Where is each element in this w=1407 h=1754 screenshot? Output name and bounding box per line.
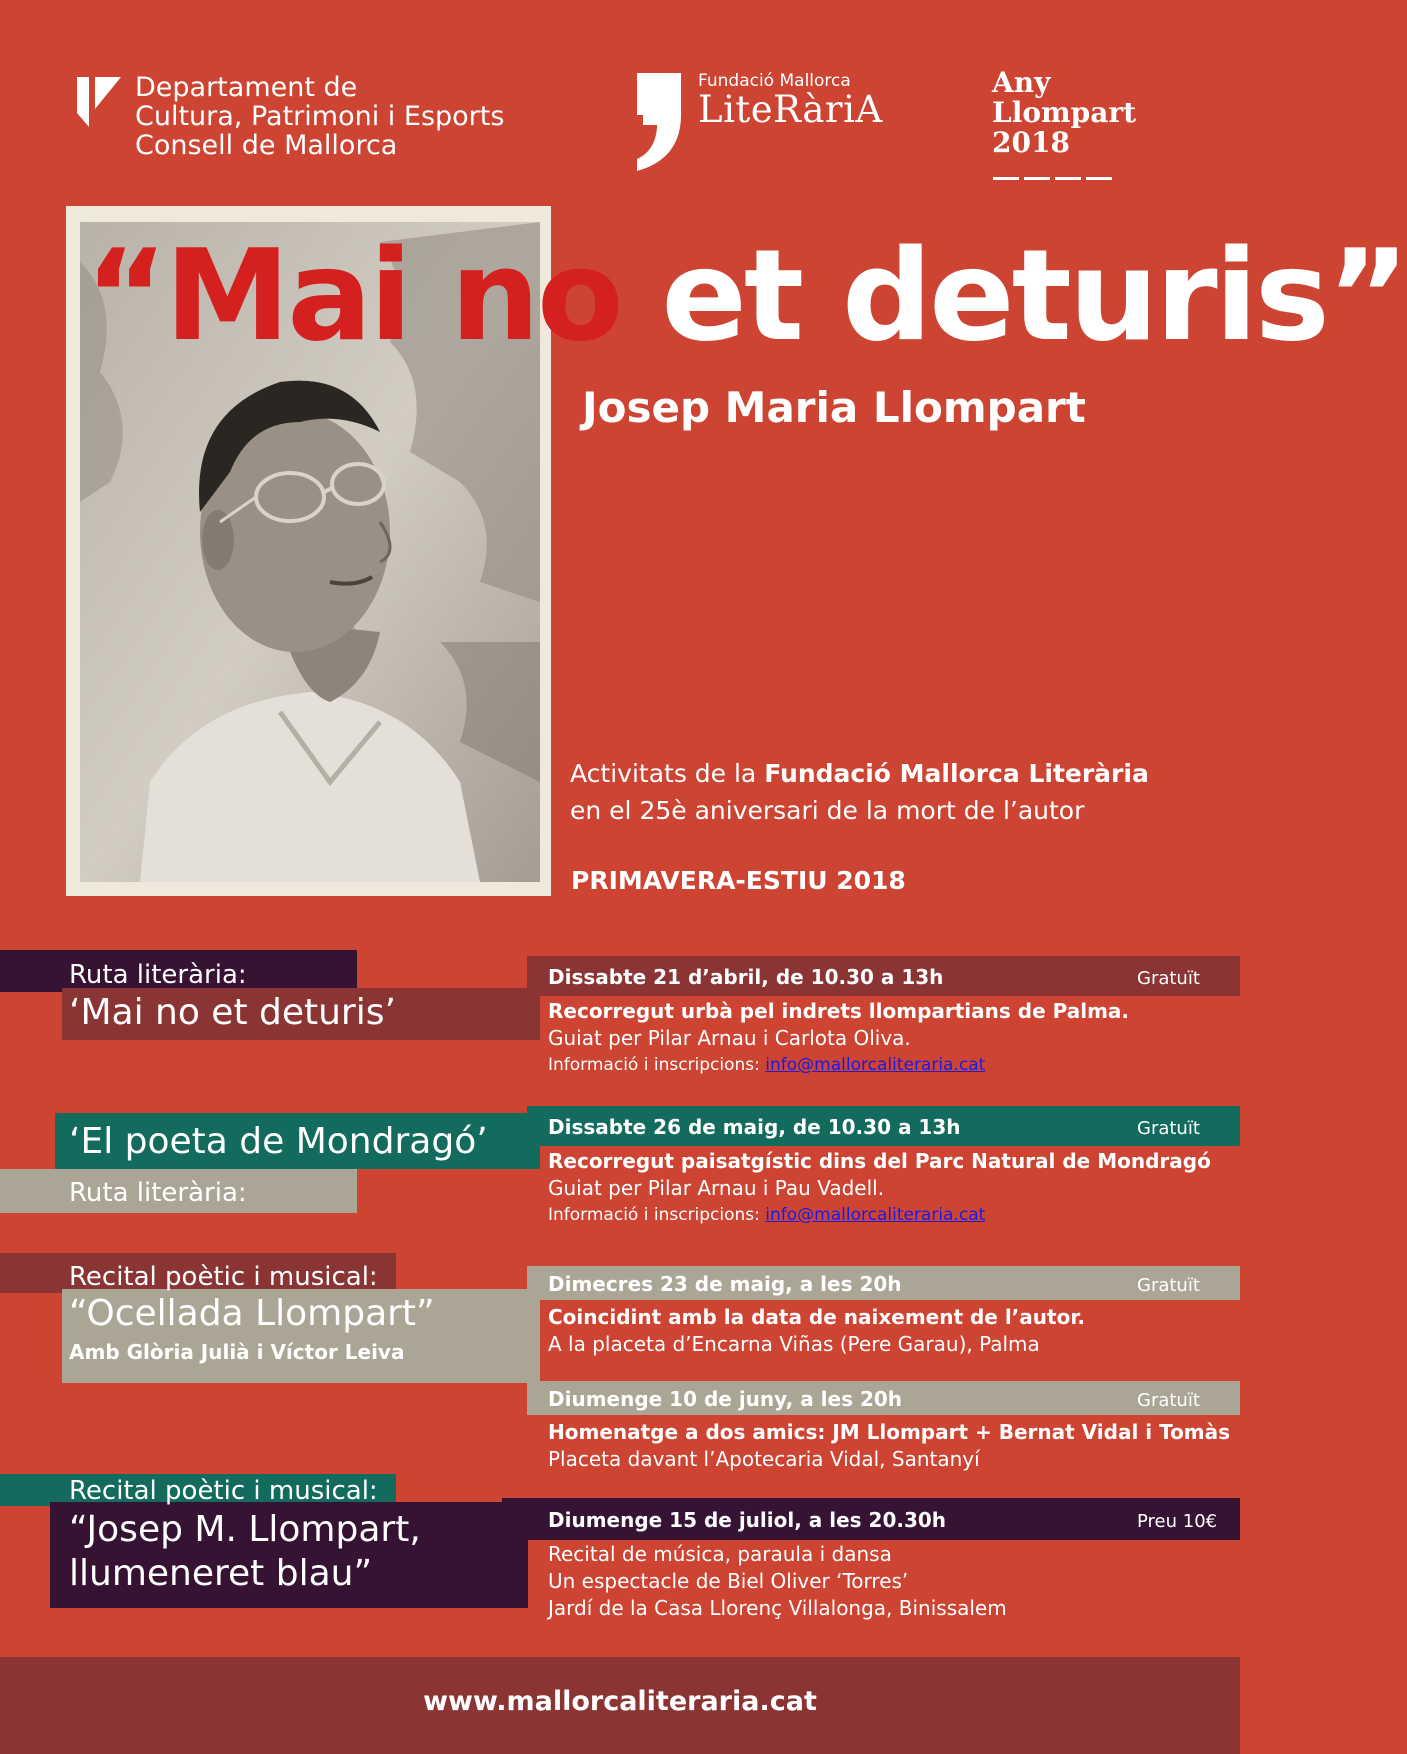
event-5-line2: Un espectacle de Biel Oliver ‘Torres’: [548, 1569, 909, 1593]
event-5-line1: Recital de música, paraula i dansa: [548, 1542, 892, 1566]
event-2-line2: Guiat per Pilar Arnau i Pau Vadell.: [548, 1176, 885, 1200]
activity-3-type: Recital poètic i musical:: [69, 1262, 378, 1292]
consell-mallorca-logo-icon: [77, 77, 121, 127]
event-3-details: [548, 1304, 1085, 1358]
fundacio-comma-logo-icon: [633, 73, 685, 171]
event-4-line2: Placeta davant l’Apotecaria Vidal, Santanyí: [548, 1447, 980, 1471]
event-5-date: Diumenge 15 de juliol, a les 20.30h: [548, 1508, 947, 1532]
department-name: [135, 73, 504, 160]
title-red-part: “Mai no: [85, 222, 621, 369]
dept-line-3: Consell de Mallorca: [135, 130, 398, 161]
subtitle-line2: en el 25è aniversari de la mort de l’autor: [570, 796, 1085, 825]
main-title: [85, 222, 1407, 369]
event-4-line1: Homenatge a dos amics: JM Llompart + Bernat Vidal i Tomàs: [548, 1420, 1231, 1444]
activity-1-type: Ruta literària:: [69, 960, 247, 990]
event-1-details: [548, 998, 1129, 1079]
any-llompart-dashed-rule: [993, 177, 1113, 180]
any-llompart-logo: [992, 68, 1136, 158]
event-2-date: Dissabte 26 de maig, de 10.30 a 13h: [548, 1115, 961, 1139]
footer-website-link[interactable]: www.mallorcaliteraria.cat: [423, 1686, 817, 1717]
any-line-2: Llompart: [992, 96, 1137, 129]
activity-4-name-line1: “Josep M. Llompart,: [69, 1509, 421, 1550]
activity-4-name: [69, 1508, 421, 1596]
event-2-email-link[interactable]: info@mallorcaliteraria.cat: [765, 1205, 986, 1225]
season-label: PRIMAVERA-ESTIU 2018: [571, 866, 906, 895]
event-4-price: Gratuït: [1137, 1390, 1200, 1411]
activity-4-type: Recital poètic i musical:: [69, 1476, 378, 1506]
event-1-info-label: Informació i inscripcions:: [548, 1055, 766, 1075]
event-2-line1: Recorregut paisatgístic dins del Parc Natural de Mondragó: [548, 1149, 1211, 1173]
activity-2-name: ‘El poeta de Mondragó’: [69, 1121, 488, 1162]
activity-3-performers: Amb Glòria Julià i Víctor Leiva: [69, 1340, 405, 1364]
activity-4-name-line2: llumeneret blau”: [69, 1553, 373, 1594]
event-5-price: Preu 10€: [1137, 1511, 1218, 1532]
dept-line-1: Departament de: [135, 72, 358, 103]
event-2-info-label: Informació i inscripcions:: [548, 1205, 766, 1225]
fundacio-logo-wordmark: LiteRàriA: [698, 88, 883, 131]
event-1-line2: Guiat per Pilar Arnau i Carlota Oliva.: [548, 1026, 911, 1050]
dept-line-2: Cultura, Patrimoni i Esports: [135, 101, 505, 132]
subtitle-line1-prefix: Activitats de la: [570, 759, 765, 788]
event-1-price: Gratuït: [1137, 968, 1200, 989]
event-4-details: [548, 1419, 1230, 1473]
event-1-date: Dissabte 21 d’abril, de 10.30 a 13h: [548, 965, 944, 989]
event-1-line1: Recorregut urbà pel indrets llompartians de Palma.: [548, 999, 1130, 1023]
fundacio-logo-small: Fundació Mallorca: [698, 71, 851, 91]
event-4-date: Diumenge 10 de juny, a les 20h: [548, 1387, 903, 1411]
activity-2-type: Ruta literària:: [69, 1178, 247, 1208]
author-name: Josep Maria Llompart: [582, 383, 1086, 432]
activity-3-name: “Ocellada Llompart”: [69, 1293, 435, 1334]
subtitle: [570, 755, 1149, 829]
event-3-line1: Coincidint amb la data de naixement de l’autor.: [548, 1305, 1085, 1329]
event-1-email-link[interactable]: info@mallorcaliteraria.cat: [765, 1055, 986, 1075]
subtitle-line1-bold: Fundació Mallorca Literària: [764, 759, 1149, 788]
activity-1-name: ‘Mai no et deturis’: [69, 992, 396, 1033]
event-3-line2: A la placeta d’Encarna Viñas (Pere Garau), Palma: [548, 1332, 1040, 1356]
event-3-date: Dimecres 23 de maig, a les 20h: [548, 1272, 902, 1296]
event-3-price: Gratuït: [1137, 1275, 1200, 1296]
event-5-details: [548, 1541, 1007, 1622]
event-2-price: Gratuït: [1137, 1118, 1200, 1139]
any-line-1: Any: [992, 66, 1051, 99]
title-white-part: et deturis”: [620, 222, 1407, 369]
event-5-line3: Jardí de la Casa Llorenç Villalonga, Binissalem: [548, 1596, 1007, 1620]
event-2-details: [548, 1148, 1211, 1229]
any-line-3: 2018: [992, 126, 1070, 159]
